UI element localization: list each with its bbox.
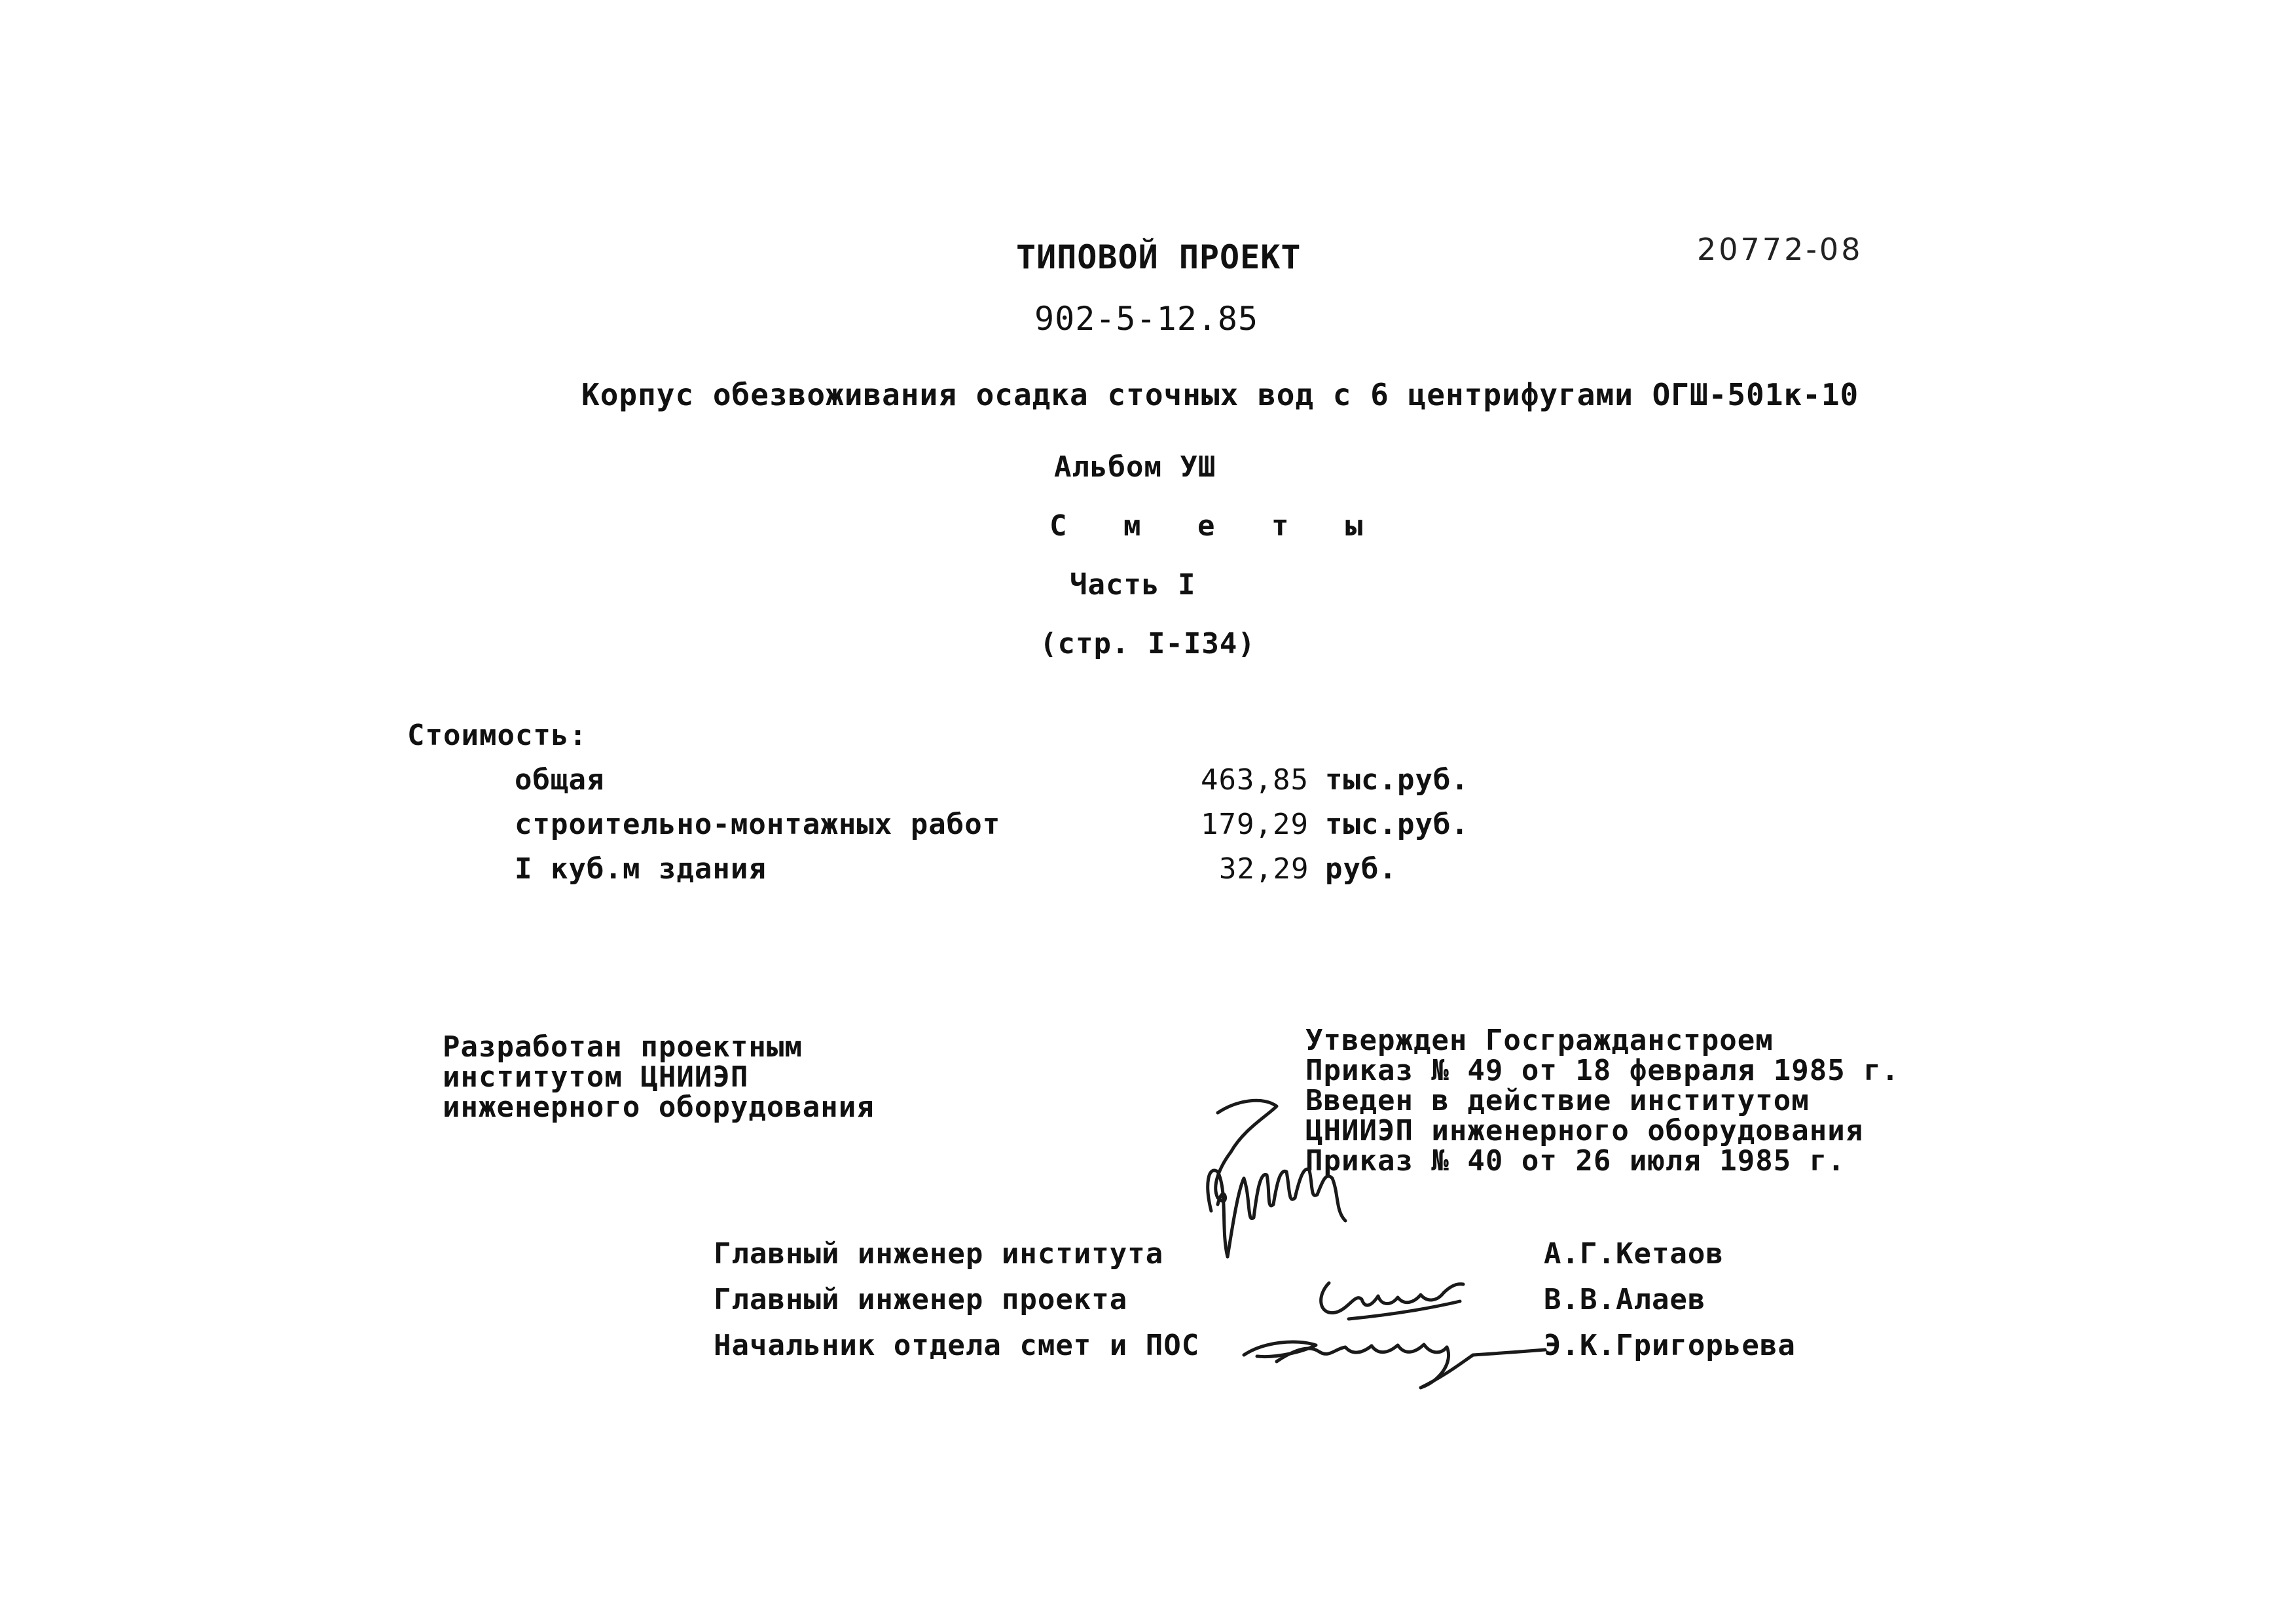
document-title: ТИПОВОЙ ПРОЕКТ — [1016, 238, 1302, 276]
inventory-number: 20772-08 — [1697, 232, 1863, 267]
signatory-name: Э.К.Григорьева — [1544, 1329, 1796, 1362]
signature-head-of-estimates — [1237, 1316, 1552, 1401]
approval-line: Приказ № 40 от 26 июля 1985 г. — [1305, 1144, 1846, 1178]
developer-line: Разработан проектным — [443, 1030, 803, 1064]
cost-row-value: 179,29 — [1201, 808, 1309, 841]
cost-row-unit: тыс.руб. — [1325, 808, 1469, 841]
pages-range: (стр. I-I34) — [1040, 627, 1256, 660]
approval-line: Введен в действие институтом — [1305, 1084, 1810, 1117]
part-label: Часть I — [1070, 568, 1196, 602]
project-name: Корпус обезвоживания осадка сточных вод с 6 центрифугами ОГШ-501к-10 — [581, 377, 1859, 412]
cost-row-name: строительно-монтажных работ — [515, 808, 1001, 841]
approval-line: Приказ № 49 от 18 февраля 1985 г. — [1305, 1054, 1900, 1087]
section-title: С м е т ы — [1049, 509, 1383, 543]
signature-chief-engineer-institute — [1192, 1087, 1375, 1296]
approval-line: Утвержден Госгражданстроем — [1305, 1024, 1774, 1057]
signatory-position: Главный инженер проекта — [714, 1283, 1128, 1316]
cost-row-name: общая — [515, 763, 605, 797]
cost-row-unit: руб. — [1325, 852, 1397, 886]
signatory-position: Главный инженер института — [714, 1237, 1164, 1271]
cost-row-unit: тыс.руб. — [1325, 763, 1469, 797]
signatory-position: Начальник отдела смет и ПОС — [714, 1329, 1200, 1362]
approval-line: ЦНИИЭП инженерного оборудования — [1305, 1114, 1864, 1147]
signatory-name: В.В.Алаев — [1544, 1283, 1706, 1316]
album-label: Альбом УШ — [1054, 450, 1216, 484]
developer-line: инженерного оборудования — [443, 1091, 875, 1124]
cost-row-value: 463,85 — [1201, 763, 1309, 797]
cost-row-name: I куб.м здания — [515, 852, 767, 886]
cost-row-value: 32,29 — [1219, 852, 1309, 886]
signatory-name: А.Г.Кетаов — [1544, 1237, 1724, 1271]
cost-label: Стоимость: — [407, 719, 587, 752]
developer-line: институтом ЦНИИЭП — [443, 1060, 749, 1094]
project-number: 902-5-12.85 — [1034, 300, 1259, 338]
